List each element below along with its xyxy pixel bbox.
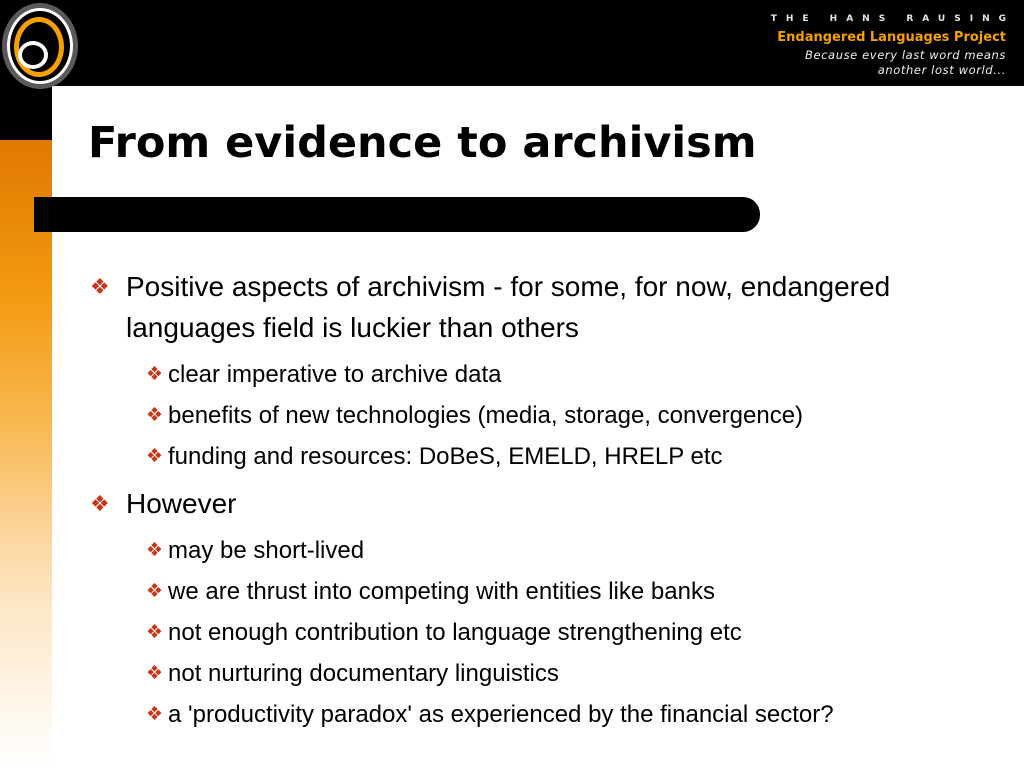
left-gradient-strip xyxy=(0,140,52,768)
brand-tagline-line2: another lost world... xyxy=(877,63,1006,77)
sub-bullet-item xyxy=(136,694,990,735)
left-black-block xyxy=(0,86,52,140)
diamond-cluster-icon: ❖ xyxy=(146,581,164,602)
sub-bullet-item xyxy=(136,354,990,395)
sub-bullet-item xyxy=(136,653,990,694)
sub-bullet-item xyxy=(136,436,990,477)
sub-bullet-text: we are thrust into competing with entities like banks xyxy=(168,578,715,605)
diamond-cluster-icon: ❖ xyxy=(146,364,164,385)
brand-block xyxy=(770,14,1015,78)
bullet-text: Positive aspects of archivism - for some, for now, endangered languages field is luckier than others xyxy=(126,271,891,343)
diamond-cluster-icon: ❖ xyxy=(90,274,110,299)
brand-name: Endangered Languages Project xyxy=(777,30,1006,45)
bullet-item xyxy=(90,266,990,477)
brand-kicker: THE HANS RAUSING xyxy=(770,14,1015,24)
sub-bullet-list xyxy=(126,530,990,735)
diamond-cluster-icon: ❖ xyxy=(146,405,164,426)
title-underline-bar xyxy=(34,197,760,232)
diamond-cluster-icon: ❖ xyxy=(146,704,164,725)
sub-bullet-list xyxy=(126,354,990,477)
diamond-cluster-icon: ❖ xyxy=(146,446,164,467)
diamond-cluster-icon: ❖ xyxy=(90,491,110,516)
hrelp-logo-icon xyxy=(0,0,84,90)
sub-bullet-item xyxy=(136,530,990,571)
diamond-cluster-icon: ❖ xyxy=(146,663,164,684)
sub-bullet-text: not enough contribution to language strengthening etc xyxy=(168,619,742,646)
bullet-list xyxy=(90,266,990,735)
bullet-text: However xyxy=(126,488,237,519)
sub-bullet-item xyxy=(136,395,990,436)
brand-tagline-line1: Because every last word means xyxy=(804,48,1006,62)
sub-bullet-text: a 'productivity paradox' as experienced by the financial sector? xyxy=(168,701,834,728)
diamond-cluster-icon: ❖ xyxy=(146,622,164,643)
sub-bullet-item xyxy=(136,612,990,653)
sub-bullet-text: not nurturing documentary linguistics xyxy=(168,660,559,687)
bullet-item xyxy=(90,483,990,735)
sub-bullet-item xyxy=(136,571,990,612)
sub-bullet-text: benefits of new technologies (media, storage, convergence) xyxy=(168,402,804,429)
sub-bullet-text: clear imperative to archive data xyxy=(168,361,502,388)
diamond-cluster-icon: ❖ xyxy=(146,540,164,561)
slide-title: From evidence to archivism xyxy=(88,118,757,168)
sub-bullet-text: funding and resources: DoBeS, EMELD, HRELP etc xyxy=(168,443,723,470)
brand-tagline xyxy=(771,48,1006,78)
sub-bullet-text: may be short-lived xyxy=(168,537,365,564)
